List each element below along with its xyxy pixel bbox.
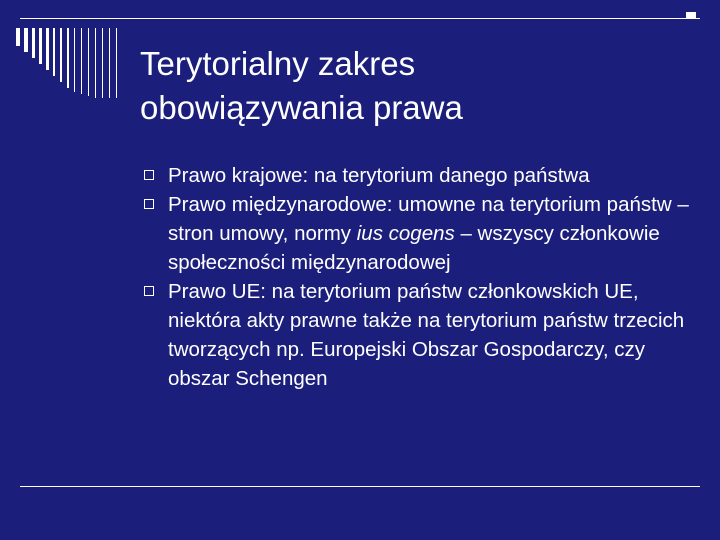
top-divider [20,18,700,19]
hollow-square-icon [144,170,154,180]
bullet-item [144,190,704,277]
slide-title [140,42,700,130]
hollow-square-icon [144,286,154,296]
title-line-1: Terytorialny zakres [140,45,416,82]
bullet-text-before: Prawo międzynarodowe: umowne na terytorium państw – stron umowy, normy [168,193,689,245]
bullet-list [144,161,704,393]
top-divider-marker [686,12,696,19]
bullet-text-after: – wszyscy członkowie społeczności międzynarodowej [168,222,660,274]
bullet-text-italic: ius cogens [356,222,455,245]
title-line-2: obowiązywania prawa [140,89,463,126]
bullet-text: Prawo krajowe: na terytorium danego państwa [168,164,590,187]
decorative-bars [16,28,126,98]
hollow-square-icon [144,199,154,209]
bullet-text: Prawo UE: na terytorium państw członkowskich UE, niektóra akty prawne także na terytorium państw trzecich tworzących np. Europejski Obszar Gospodarczy, czy obszar Schengen [168,280,685,390]
bullet-item [144,161,704,190]
bottom-divider [20,486,700,487]
bullet-item [144,277,704,393]
